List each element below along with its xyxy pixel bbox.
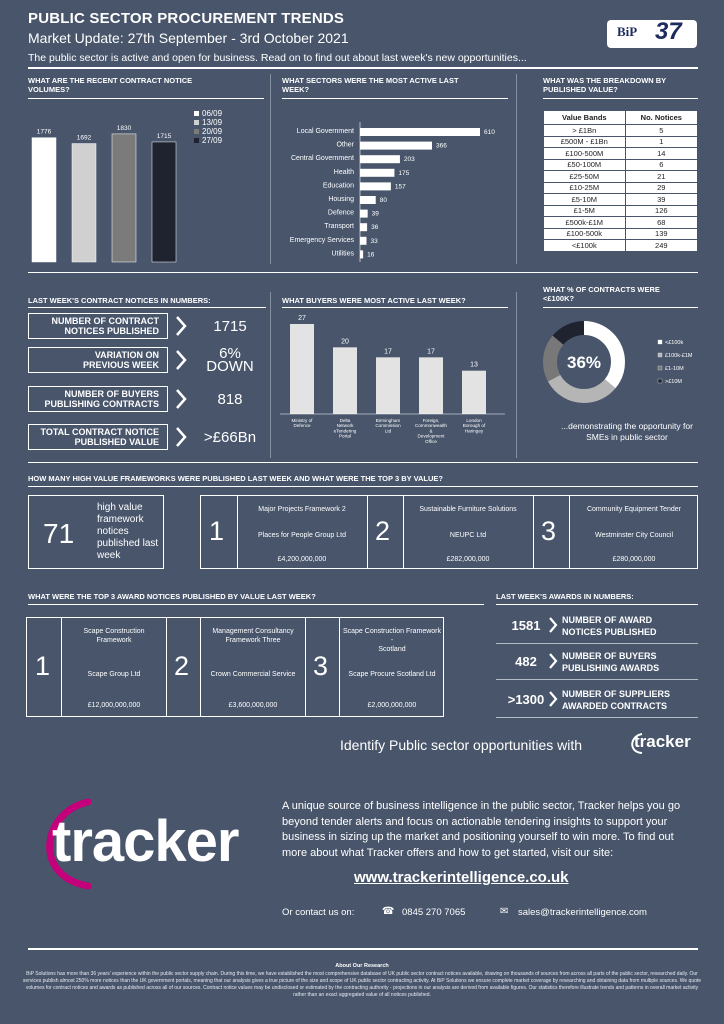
chevron-right-icon bbox=[174, 426, 188, 448]
percent-rule bbox=[543, 307, 698, 308]
framework-rank: 2 bbox=[375, 516, 391, 546]
buyer-label bbox=[415, 418, 447, 444]
buyer-bar bbox=[333, 347, 357, 414]
buyer-bar bbox=[462, 371, 486, 414]
volume-value-label: 1692 bbox=[76, 134, 92, 142]
numbers-label-text bbox=[83, 350, 159, 370]
table-row bbox=[544, 171, 698, 183]
buyer-label-line: Defence bbox=[293, 423, 311, 429]
donut-legend-label: £100k-£1M bbox=[665, 353, 693, 359]
framework-rank: 3 bbox=[541, 516, 557, 546]
buyer-label bbox=[334, 418, 357, 439]
volume-value-label: 1776 bbox=[36, 128, 52, 136]
buyer-label-line: Delta bbox=[339, 418, 351, 423]
legend-label: 06/09 bbox=[202, 109, 223, 118]
sector-value: 33 bbox=[370, 237, 378, 245]
buyer-label bbox=[463, 418, 486, 433]
awards-number-rule bbox=[496, 679, 698, 680]
buyers-chart bbox=[280, 310, 510, 444]
framework-count-line: week bbox=[97, 550, 121, 561]
notice-count-cell: 29 bbox=[625, 182, 697, 194]
award-name-line2: Scotland bbox=[378, 646, 406, 653]
tracker-small-logo bbox=[628, 730, 698, 756]
email-icon: ✉ bbox=[500, 906, 509, 917]
numbers-label-text bbox=[45, 389, 160, 409]
numbers-value bbox=[194, 313, 266, 339]
numbers-label-line1: NUMBER OF BUYERS bbox=[64, 389, 159, 399]
numbers-value-main: 1715 bbox=[213, 317, 247, 335]
award-name-line1: Scape Construction bbox=[83, 628, 145, 635]
buyer-value: 27 bbox=[298, 315, 306, 322]
value-band-table bbox=[543, 110, 698, 252]
framework-count-box bbox=[28, 495, 164, 569]
vline bbox=[200, 618, 201, 716]
award-name-line2: Framework Three bbox=[225, 637, 281, 644]
table-row bbox=[544, 194, 698, 206]
chevron-shape bbox=[177, 390, 185, 408]
value-band-cell: > £1Bn bbox=[544, 125, 626, 137]
numbers-row bbox=[28, 386, 266, 412]
numbers-value bbox=[194, 386, 266, 412]
numbers-label bbox=[28, 386, 168, 412]
sector-label: Education bbox=[322, 182, 354, 190]
buyer-value: 13 bbox=[470, 361, 478, 369]
numbers-row bbox=[28, 347, 266, 373]
chevron-shape bbox=[550, 654, 556, 668]
volume-value-label: 1715 bbox=[156, 132, 172, 140]
award-buyer: Crown Commercial Service bbox=[210, 671, 296, 678]
notice-count-cell: 249 bbox=[625, 240, 697, 252]
section-rule bbox=[28, 462, 698, 463]
buyers-title: WHAT BUYERS WERE MOST ACTIVE LAST WEEK? bbox=[282, 296, 466, 305]
donut-legend-swatch bbox=[658, 379, 662, 383]
chevron-right-icon bbox=[548, 616, 558, 634]
vline bbox=[403, 496, 404, 568]
sector-bar bbox=[360, 169, 394, 177]
chevron-right-icon bbox=[174, 388, 188, 410]
buyer-value: 17 bbox=[384, 348, 392, 356]
awards-number-label bbox=[562, 688, 670, 712]
sector-value: 39 bbox=[371, 210, 379, 218]
sector-value: 157 bbox=[394, 183, 406, 191]
numbers-label-line1: NUMBER OF CONTRACT bbox=[51, 316, 159, 326]
numbers-label-line2: PUBLISHING CONTRACTS bbox=[44, 399, 159, 409]
award-name-line1: Scape Construction Framework - bbox=[342, 628, 442, 644]
buyer-value: 17 bbox=[427, 348, 435, 356]
framework-rank: 1 bbox=[209, 516, 225, 546]
breakdown-title-line2: PUBLISHED VALUE? bbox=[543, 85, 618, 94]
numbers-title: LAST WEEK'S CONTRACT NOTICES IN NUMBERS: bbox=[28, 296, 211, 305]
notice-count-cell: 5 bbox=[625, 125, 697, 137]
volumes-title bbox=[28, 76, 192, 94]
percent-value: 36% bbox=[566, 353, 602, 372]
vline bbox=[569, 496, 570, 568]
vline bbox=[61, 618, 62, 716]
award-name bbox=[202, 627, 304, 645]
awards-number-label-line1: NUMBER OF SUPPLIERS bbox=[562, 689, 671, 699]
awards-numbers-rule bbox=[496, 604, 698, 605]
sector-value: 175 bbox=[398, 169, 410, 177]
award-buyer: Scape Procure Scotland Ltd bbox=[348, 671, 436, 678]
sectors-rule bbox=[282, 98, 508, 99]
volume-bar bbox=[32, 138, 56, 262]
sector-label: Central Government bbox=[290, 155, 354, 163]
footer-heading: About Our Research bbox=[335, 963, 389, 969]
buyer-label-line: London bbox=[466, 418, 482, 423]
value-band-cell: £5-10M bbox=[544, 194, 626, 206]
contact-phone[interactable]: 0845 270 7065 bbox=[402, 907, 466, 918]
sector-value: 36 bbox=[371, 224, 379, 232]
table-row bbox=[544, 240, 698, 252]
sector-label: Utilities bbox=[331, 250, 354, 258]
sector-label: Health bbox=[333, 168, 354, 176]
notice-count-cell: 126 bbox=[625, 205, 697, 217]
framework-buyer: Places for People Group Ltd bbox=[258, 532, 346, 539]
framework-count-line: high value bbox=[97, 502, 143, 513]
awards-top-rule bbox=[28, 604, 484, 605]
donut-legend-swatch bbox=[658, 366, 662, 370]
percent-donut bbox=[538, 312, 698, 416]
frameworks-title: HOW MANY HIGH VALUE FRAMEWORKS WERE PUBLISHED LAST WEEK AND WHAT WERE THE TOP 3 BY VALUE? bbox=[28, 474, 444, 483]
framework-count-text bbox=[97, 502, 158, 562]
donut-legend-swatch bbox=[658, 353, 662, 357]
framework-name: Community Equipment Tender bbox=[586, 506, 682, 513]
sector-bar bbox=[360, 250, 363, 258]
sector-value: 366 bbox=[436, 142, 447, 150]
value-band-cell: £10-25M bbox=[544, 182, 626, 194]
breakdown-rule bbox=[543, 98, 698, 99]
tracker-big-logo bbox=[30, 790, 270, 900]
award-rank: 2 bbox=[174, 651, 190, 681]
framework-name: Sustainable Furniture Solutions bbox=[419, 506, 517, 513]
divider bbox=[516, 74, 517, 264]
table-row bbox=[544, 182, 698, 194]
legend-label: 27/09 bbox=[202, 136, 223, 145]
award-buyer: Scape Group Ltd bbox=[87, 671, 141, 678]
buyer-value: 20 bbox=[341, 338, 349, 346]
awards-number-label-line2: NOTICES PUBLISHED bbox=[562, 627, 657, 637]
award-value: £12,000,000,000 bbox=[87, 702, 141, 709]
sector-value: 203 bbox=[403, 156, 415, 164]
intro-text: The public sector is active and open for business. Read on to find out about last week's new opportunities... bbox=[28, 52, 527, 64]
legend-swatch bbox=[194, 138, 199, 143]
buyer-bar bbox=[290, 324, 314, 414]
tracker-website-link[interactable]: www.trackerintelligence.co.uk bbox=[354, 869, 569, 886]
buyer-label-line: Office bbox=[425, 438, 437, 444]
framework-value: £282,000,000 bbox=[446, 556, 490, 563]
awards-number-value: 1581 bbox=[511, 617, 541, 633]
volume-bar bbox=[112, 134, 136, 262]
numbers-value-sub: DOWN bbox=[206, 358, 254, 375]
page-subtitle: Market Update: 27th September - 3rd October 2021 bbox=[28, 30, 349, 46]
volume-value-label: 1830 bbox=[116, 124, 132, 132]
award-name bbox=[63, 627, 165, 645]
value-band-cell: £25-50M bbox=[544, 171, 626, 183]
numbers-label-line2: PUBLISHED VALUE bbox=[74, 437, 159, 447]
table-row bbox=[544, 217, 698, 229]
footer-text: BiP Solutions has more than 36 years' experience within the public sector supply chain. During this time, we have established the most comprehensive database of UK public sector contract notices available, drawing on thousands of sources from across all parts of the public sector, researched daily. Our services publish almost 250% more notices than the UK government portals, meaning that our analysis gives a true picture of the size and scope of UK public sector contracting activity. At BiP Solutions we ensure complete market coverage by researching and obtaining data from multiple sources. We quote volumes for contract notices and awards as published across all of our sources. Contract notice values may be undisclosed or estimated by the contracting authority - projections in our analysis are derived from available figures. Our statistics therefore illustrate trends and patterns in overall market activity rather than an exact aggregated value of all notices published. bbox=[22, 971, 702, 998]
value-band-cell: £500k-£1M bbox=[544, 217, 626, 229]
notice-count-cell: 21 bbox=[625, 171, 697, 183]
sector-label: Local Government bbox=[296, 128, 354, 135]
awards-number-value: 482 bbox=[515, 653, 537, 669]
numbers-value-text bbox=[217, 390, 243, 408]
sector-bar bbox=[360, 210, 368, 218]
buyer-label-line: Portal bbox=[338, 433, 352, 439]
numbers-value-text bbox=[206, 347, 254, 373]
awards-number-label bbox=[562, 650, 659, 674]
numbers-row bbox=[28, 313, 266, 339]
sector-value: 16 bbox=[367, 251, 375, 259]
table-row bbox=[544, 159, 698, 171]
framework-value: £280,000,000 bbox=[612, 556, 656, 563]
sectors-title bbox=[282, 76, 459, 94]
sector-label: Other bbox=[336, 141, 354, 149]
divider bbox=[166, 618, 167, 716]
buyer-label-line: Development bbox=[417, 433, 445, 439]
framework-count-line: notices bbox=[97, 526, 129, 537]
numbers-value-text bbox=[213, 317, 247, 335]
framework-top3-box bbox=[200, 495, 698, 569]
tracker-small-text: tracker bbox=[634, 732, 691, 751]
sector-value: 80 bbox=[379, 197, 387, 204]
awards-number-rule bbox=[496, 717, 698, 718]
donut-legend-label: £1-10M bbox=[665, 366, 684, 372]
buyer-label-line: Ministry of bbox=[291, 418, 313, 423]
chevron-right-icon bbox=[548, 690, 558, 708]
table-row bbox=[544, 228, 698, 240]
sector-bar bbox=[360, 196, 376, 204]
volumes-title-line2: VOLUMES? bbox=[28, 85, 70, 94]
bip-logo bbox=[607, 20, 697, 48]
numbers-label-line1: TOTAL CONTRACT NOTICE bbox=[40, 427, 159, 437]
col-value-bands: Value Bands bbox=[544, 111, 626, 125]
promo-paragraph: A unique source of business intelligence in the public sector, Tracker helps you go beyond tender alerts and focus on actionable tendering insights to support your business in sizing up the market and positioning yourself to win more. To find out more about what Tracker offers and how to get started, visit our site: bbox=[282, 800, 681, 859]
frameworks-rule bbox=[28, 486, 698, 487]
breakdown-title bbox=[543, 76, 666, 94]
buyer-label-line: Network bbox=[336, 423, 354, 429]
table-row bbox=[544, 148, 698, 160]
awards-number-label bbox=[562, 614, 657, 638]
vline bbox=[339, 618, 340, 716]
chevron-shape bbox=[177, 428, 185, 446]
sector-label: Transport bbox=[324, 223, 354, 231]
numbers-value-main: 6% bbox=[219, 345, 241, 362]
footer-rule bbox=[28, 948, 698, 950]
sector-label: Defence bbox=[327, 209, 354, 217]
award-name bbox=[341, 627, 443, 654]
buyer-label-line: Borough of bbox=[462, 423, 486, 429]
table-row bbox=[544, 136, 698, 148]
volumes-title-line1: WHAT ARE THE RECENT CONTRACT NOTICE bbox=[28, 76, 193, 85]
value-band-cell: £1-5M bbox=[544, 205, 626, 217]
divider bbox=[270, 74, 271, 264]
header-rule bbox=[28, 67, 698, 69]
buyer-label-line: eTendering bbox=[333, 428, 357, 434]
awards-top-title: WHAT WERE THE TOP 3 AWARD NOTICES PUBLISHED BY VALUE LAST WEEK? bbox=[28, 592, 316, 601]
numbers-label-line1: VARIATION ON bbox=[94, 350, 159, 360]
chevron-right-icon bbox=[174, 315, 188, 337]
bip-logo-number: 37 bbox=[655, 18, 682, 45]
numbers-value-text bbox=[203, 428, 257, 446]
award-rank: 1 bbox=[35, 651, 51, 681]
phone-icon: ☎ bbox=[382, 906, 395, 917]
notice-count-cell: 139 bbox=[625, 228, 697, 240]
award-value: £3,600,000,000 bbox=[228, 702, 278, 709]
contact-label: Or contact us on: bbox=[282, 907, 355, 918]
table-header-row bbox=[544, 111, 698, 125]
awards-numbers-title: LAST WEEK'S AWARDS IN NUMBERS: bbox=[496, 592, 634, 601]
numbers-value bbox=[194, 424, 266, 450]
framework-name: Major Projects Framework 2 bbox=[258, 506, 346, 513]
numbers-label-text bbox=[52, 316, 160, 336]
award-value: £2,000,000,000 bbox=[367, 702, 417, 709]
value-band-cell: £100-500M bbox=[544, 148, 626, 160]
sector-bar bbox=[360, 237, 366, 245]
value-band-cell: <£100k bbox=[544, 240, 626, 252]
sector-bar bbox=[360, 155, 400, 163]
sector-bar bbox=[360, 128, 480, 136]
volume-bar bbox=[152, 142, 176, 262]
numbers-label-text bbox=[41, 427, 160, 447]
chevron-right-icon bbox=[174, 349, 188, 371]
col-no-notices: No. Notices bbox=[625, 111, 697, 125]
numbers-label bbox=[28, 424, 168, 450]
buyer-label-line: Haringey bbox=[464, 428, 484, 434]
awards-number-label-line2: AWARDED CONTRACTS bbox=[562, 701, 667, 711]
table-row bbox=[544, 125, 698, 137]
awards-number-label-line1: NUMBER OF AWARD bbox=[562, 615, 653, 625]
numbers-value-main: >£66Bn bbox=[203, 428, 257, 446]
award-name-line1: Management Consultancy bbox=[212, 628, 294, 635]
section-rule bbox=[28, 272, 698, 273]
numbers-label bbox=[28, 347, 168, 373]
buyer-bar bbox=[419, 357, 443, 414]
contact-email[interactable]: sales@trackerintelligence.com bbox=[518, 907, 647, 918]
awards-number-value: >1300 bbox=[507, 691, 545, 707]
award-rank: 3 bbox=[313, 651, 329, 681]
bip-logo-text: BiP bbox=[617, 24, 638, 39]
notice-count-cell: 1 bbox=[625, 136, 697, 148]
divider bbox=[367, 496, 368, 568]
breakdown-title-line1: WHAT WAS THE BREAKDOWN BY bbox=[543, 76, 667, 85]
divider bbox=[305, 618, 306, 716]
table-row bbox=[544, 205, 698, 217]
volumes-chart bbox=[28, 104, 266, 264]
buyer-label-line: Foreign, bbox=[422, 418, 440, 423]
volumes-rule bbox=[28, 98, 264, 99]
chevron-right-icon bbox=[548, 652, 558, 670]
legend-swatch bbox=[194, 129, 199, 134]
framework-buyer: NEUPC Ltd bbox=[449, 532, 487, 539]
buyer-label-line: Commission bbox=[375, 423, 401, 429]
percent-caption bbox=[556, 421, 698, 443]
sectors-chart bbox=[276, 120, 510, 264]
value-band-cell: £100-500k bbox=[544, 228, 626, 240]
divider bbox=[533, 496, 534, 568]
buyer-label bbox=[292, 418, 314, 428]
legend-swatch bbox=[194, 120, 199, 125]
notice-count-cell: 6 bbox=[625, 159, 697, 171]
numbers-value-main: 818 bbox=[217, 390, 243, 408]
volume-bar bbox=[72, 144, 96, 262]
donut-legend-swatch bbox=[658, 340, 662, 344]
legend-label: 20/09 bbox=[202, 127, 223, 136]
sector-label: Housing bbox=[328, 196, 354, 203]
framework-buyer: Westminster City Council bbox=[594, 532, 674, 539]
awards-top3-box bbox=[26, 617, 444, 717]
buyer-label-line: Commonwealth bbox=[415, 423, 447, 429]
award-name-line2: Framework bbox=[96, 637, 132, 644]
vline bbox=[237, 496, 238, 568]
chevron-shape bbox=[550, 618, 556, 632]
notice-count-cell: 68 bbox=[625, 217, 697, 229]
buyer-label bbox=[375, 418, 401, 433]
percent-caption-line2: SMEs in public sector bbox=[586, 432, 668, 442]
sector-bar bbox=[360, 142, 432, 150]
chevron-shape bbox=[177, 317, 185, 335]
legend-label: 13/09 bbox=[202, 118, 223, 127]
buyer-label-line: Birmingham bbox=[375, 418, 401, 423]
donut-legend-label: >£10M bbox=[665, 379, 682, 385]
percent-title-line1: WHAT % OF CONTRACTS WERE bbox=[543, 285, 660, 294]
buyer-label-line: & bbox=[429, 428, 433, 434]
numbers-rule bbox=[28, 307, 266, 308]
percent-title bbox=[543, 285, 660, 303]
chevron-shape bbox=[177, 351, 185, 369]
value-band-cell: £50-100M bbox=[544, 159, 626, 171]
sectors-title-line2: WEEK? bbox=[282, 85, 310, 94]
awards-number-label-line1: NUMBER OF BUYERS bbox=[562, 651, 657, 661]
identify-text: Identify Public sector opportunities with bbox=[340, 737, 583, 753]
numbers-row bbox=[28, 424, 266, 450]
sector-value: 610 bbox=[484, 129, 495, 136]
sector-bar bbox=[360, 182, 391, 190]
numbers-label bbox=[28, 313, 168, 339]
sectors-title-line1: WHAT SECTORS WERE THE MOST ACTIVE LAST bbox=[282, 76, 459, 85]
tracker-big-text: tracker bbox=[52, 809, 239, 874]
buyer-label-line: Ltd bbox=[384, 428, 392, 434]
numbers-label-line2: PREVIOUS WEEK bbox=[82, 360, 159, 370]
notice-count-cell: 14 bbox=[625, 148, 697, 160]
buyers-rule bbox=[282, 307, 508, 308]
framework-count-line: published last bbox=[97, 538, 159, 549]
value-band-cell: £500M - £1Bn bbox=[544, 136, 626, 148]
divider bbox=[516, 292, 517, 458]
sector-label: Emergency Services bbox=[289, 236, 354, 244]
chevron-shape bbox=[550, 692, 556, 706]
sector-bar bbox=[360, 223, 367, 231]
percent-title-line2: <£100K? bbox=[543, 294, 575, 303]
divider bbox=[270, 292, 271, 458]
numbers-value bbox=[194, 347, 266, 373]
awards-number-rule bbox=[496, 643, 698, 644]
framework-count-line: framework bbox=[97, 514, 144, 525]
framework-value: £4,200,000,000 bbox=[277, 556, 327, 563]
percent-caption-line1: ...demonstrating the opportunity for bbox=[561, 421, 693, 431]
legend-swatch bbox=[194, 111, 199, 116]
buyer-bar bbox=[376, 357, 400, 414]
numbers-label-line2: NOTICES PUBLISHED bbox=[64, 326, 159, 336]
page-title: PUBLIC SECTOR PROCUREMENT TRENDS bbox=[28, 10, 345, 27]
notice-count-cell: 39 bbox=[625, 194, 697, 206]
donut-legend-label: <£100k bbox=[665, 340, 684, 346]
framework-count: 71 bbox=[43, 518, 75, 549]
awards-number-label-line2: PUBLISHING AWARDS bbox=[562, 663, 660, 673]
